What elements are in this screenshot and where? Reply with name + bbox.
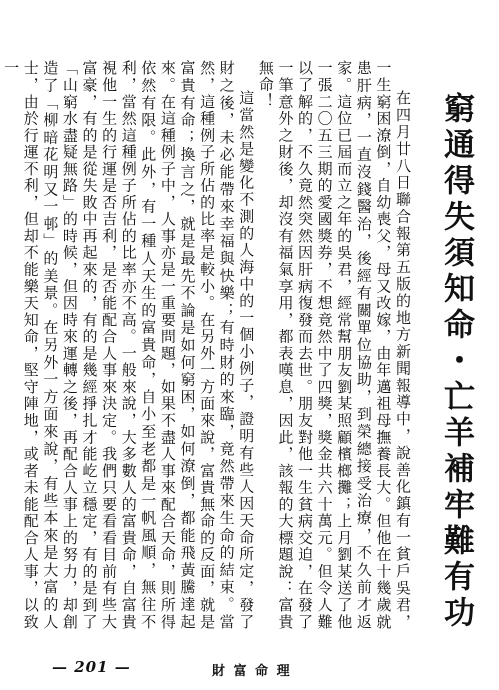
page-number: — 201 — [52, 658, 131, 676]
paragraph-2: 這當然是變化不測的人海中的一個小例子，證明有些人因天命所定，發了財之後，未必能帶來幸福與快樂；有時財的來臨，竟然帶來生命的結束。當然，這種例子所佔的比率是較小。在另外一方面來說，富貴無命的反面，就是富貴有命；換言之，就是最先不論是如何窮困，如何潦倒，都能飛黃騰達起來。在這種例子中，人事亦是一重要問題，如果不盡人事來配合天命，則所得依然有限。此外，有一種人天生的富貴命，自小至老都是一帆風順，無往不利，當然這種例子所佔的比率亦不高。一般來說，大多數人的富貴命，自富貴視他一生的行運是否吉利，是否能配合人事來決定。我們只要看看目前有些大富豪，有的是從失敗中再起來的，有的是幾經掙扎才能屹立穩定，有的是到了「山窮水盡疑無路」的時候，但因時來運轉之後，再配合人事上的努力，却創造了「柳暗花明又一邨」的美景。在另外一方面來說，有些本來是大富的人士，由於行運不利，但却不能樂天知命，堅守陣地，或者未能配合人事，以致一 [2, 60, 256, 630]
paragraph-1: 在四月廿八日聯合報第五版的地方新聞報導中，說善化鎮有一貧戶吳君，一生窮困潦倒，自幼喪父，母又改嫁，由年邁祖母撫養長大。但他在十幾歲就患肝病，一直沒錢醫治，後經有關單位協助，到榮總接受治療，不久前才返家。這位已屆而立之年的吳君，經常幫朋友劉某照顧檳榔攤；上月劉某送了他一張二〇五三期的愛國獎券，不想竟然中了四獎，獎金共六十萬元。但令人難以了解的，不久竟然突然因肝病復發而去世。朋友對他一生貧病交迫，在發了一筆意外之財後，却沒有福氣享用，都表嘆息，因此，該報的大標題說：富貴無命！ [256, 60, 412, 630]
article-body [2, 60, 412, 630]
article-title: 窮通得失須知命・亡羊補牢難有功 [438, 92, 474, 632]
running-head: 財 富 命 理 [212, 664, 292, 679]
